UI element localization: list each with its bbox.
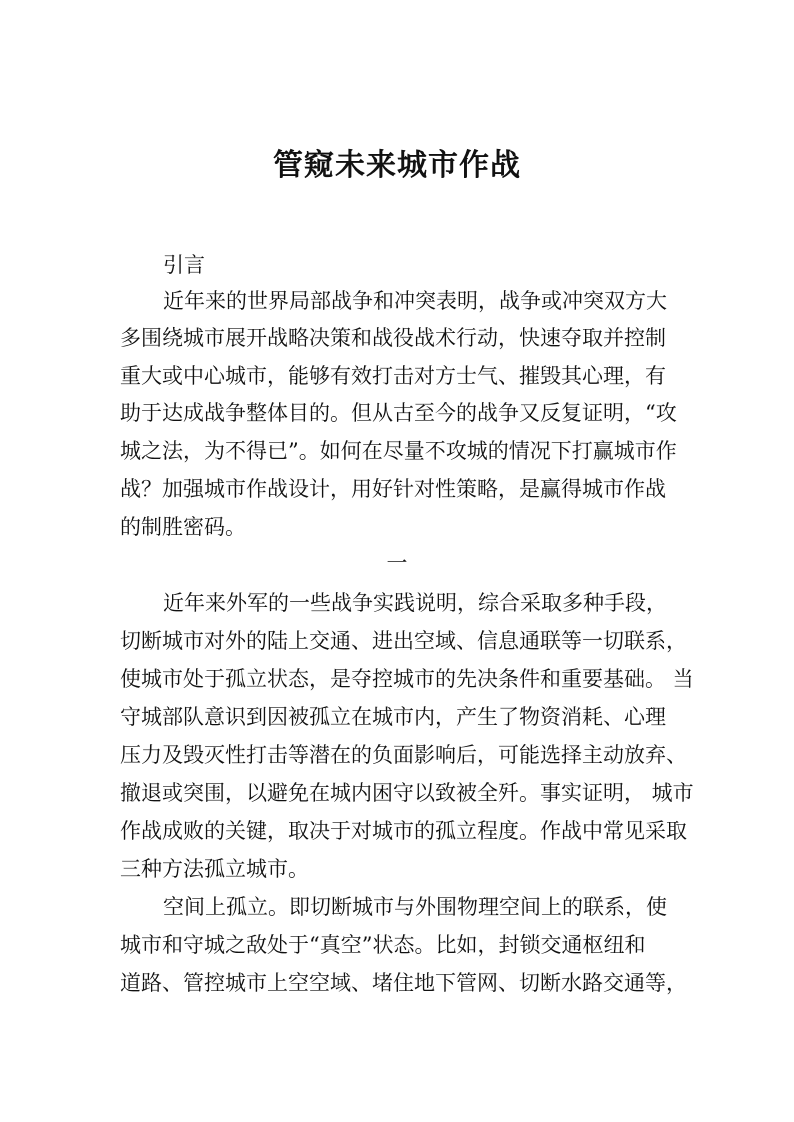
intro-line: 助于达成战争整体目的。但从古至今的战争又反复证明，“攻 [120, 401, 677, 425]
section-number: 一 [386, 551, 408, 575]
intro-line: 战？加强城市作战设计，用好针对性策略，是赢得城市作战 [120, 477, 666, 501]
section-line: 城市和守城之敌处于“真空”状态。比如，封锁交通枢纽和 [120, 933, 646, 957]
section-line: 守城部队意识到因被孤立在城市内，产生了物资消耗、心理 [120, 705, 666, 729]
section-line: 道路、管控城市上空空域、堵住地下管网、切断水路交通等， [120, 971, 687, 995]
intro-line: 城之法，为不得已”。如何在尽量不攻城的情况下打赢城市作 [120, 439, 677, 463]
intro-line: 的制胜密码。 [120, 515, 246, 539]
section-line: 作战成败的关键，取决于对城市的孤立程度。作战中常见采取 [120, 819, 687, 843]
intro-line: 重大或中心城市，能够有效打击对方士气、摧毁其心理，有 [120, 364, 666, 388]
intro-line: 多围绕城市展开战略决策和战役战术行动，快速夺取并控制 [120, 326, 666, 350]
intro-heading: 引言 [163, 253, 205, 277]
section-line: 压力及毁灭性打击等潜在的负面影响后，可能选择主动放弃、 [120, 743, 687, 767]
intro-line: 近年来的世界局部战争和冲突表明，战争或冲突双方大 [163, 289, 667, 313]
section-line: 切断城市对外的陆上交通、进出空域、信息通联等一切联系， [120, 629, 687, 653]
section-line: 使城市处于孤立状态，是夺控城市的先决条件和重要基础。 当 [120, 667, 694, 691]
section-line: 三种方法孤立城市。 [120, 857, 309, 881]
section-line: 撤退或突围，以避免在城内困守以致被全歼。事实证明， 城市 [120, 781, 694, 805]
section-line: 空间上孤立。即切断城市与外围物理空间上的联系，使 [163, 895, 667, 919]
section-line: 近年来外军的一些战争实践说明，综合采取多种手段， [163, 591, 667, 615]
document-title: 管窥未来城市作战 [273, 148, 521, 183]
